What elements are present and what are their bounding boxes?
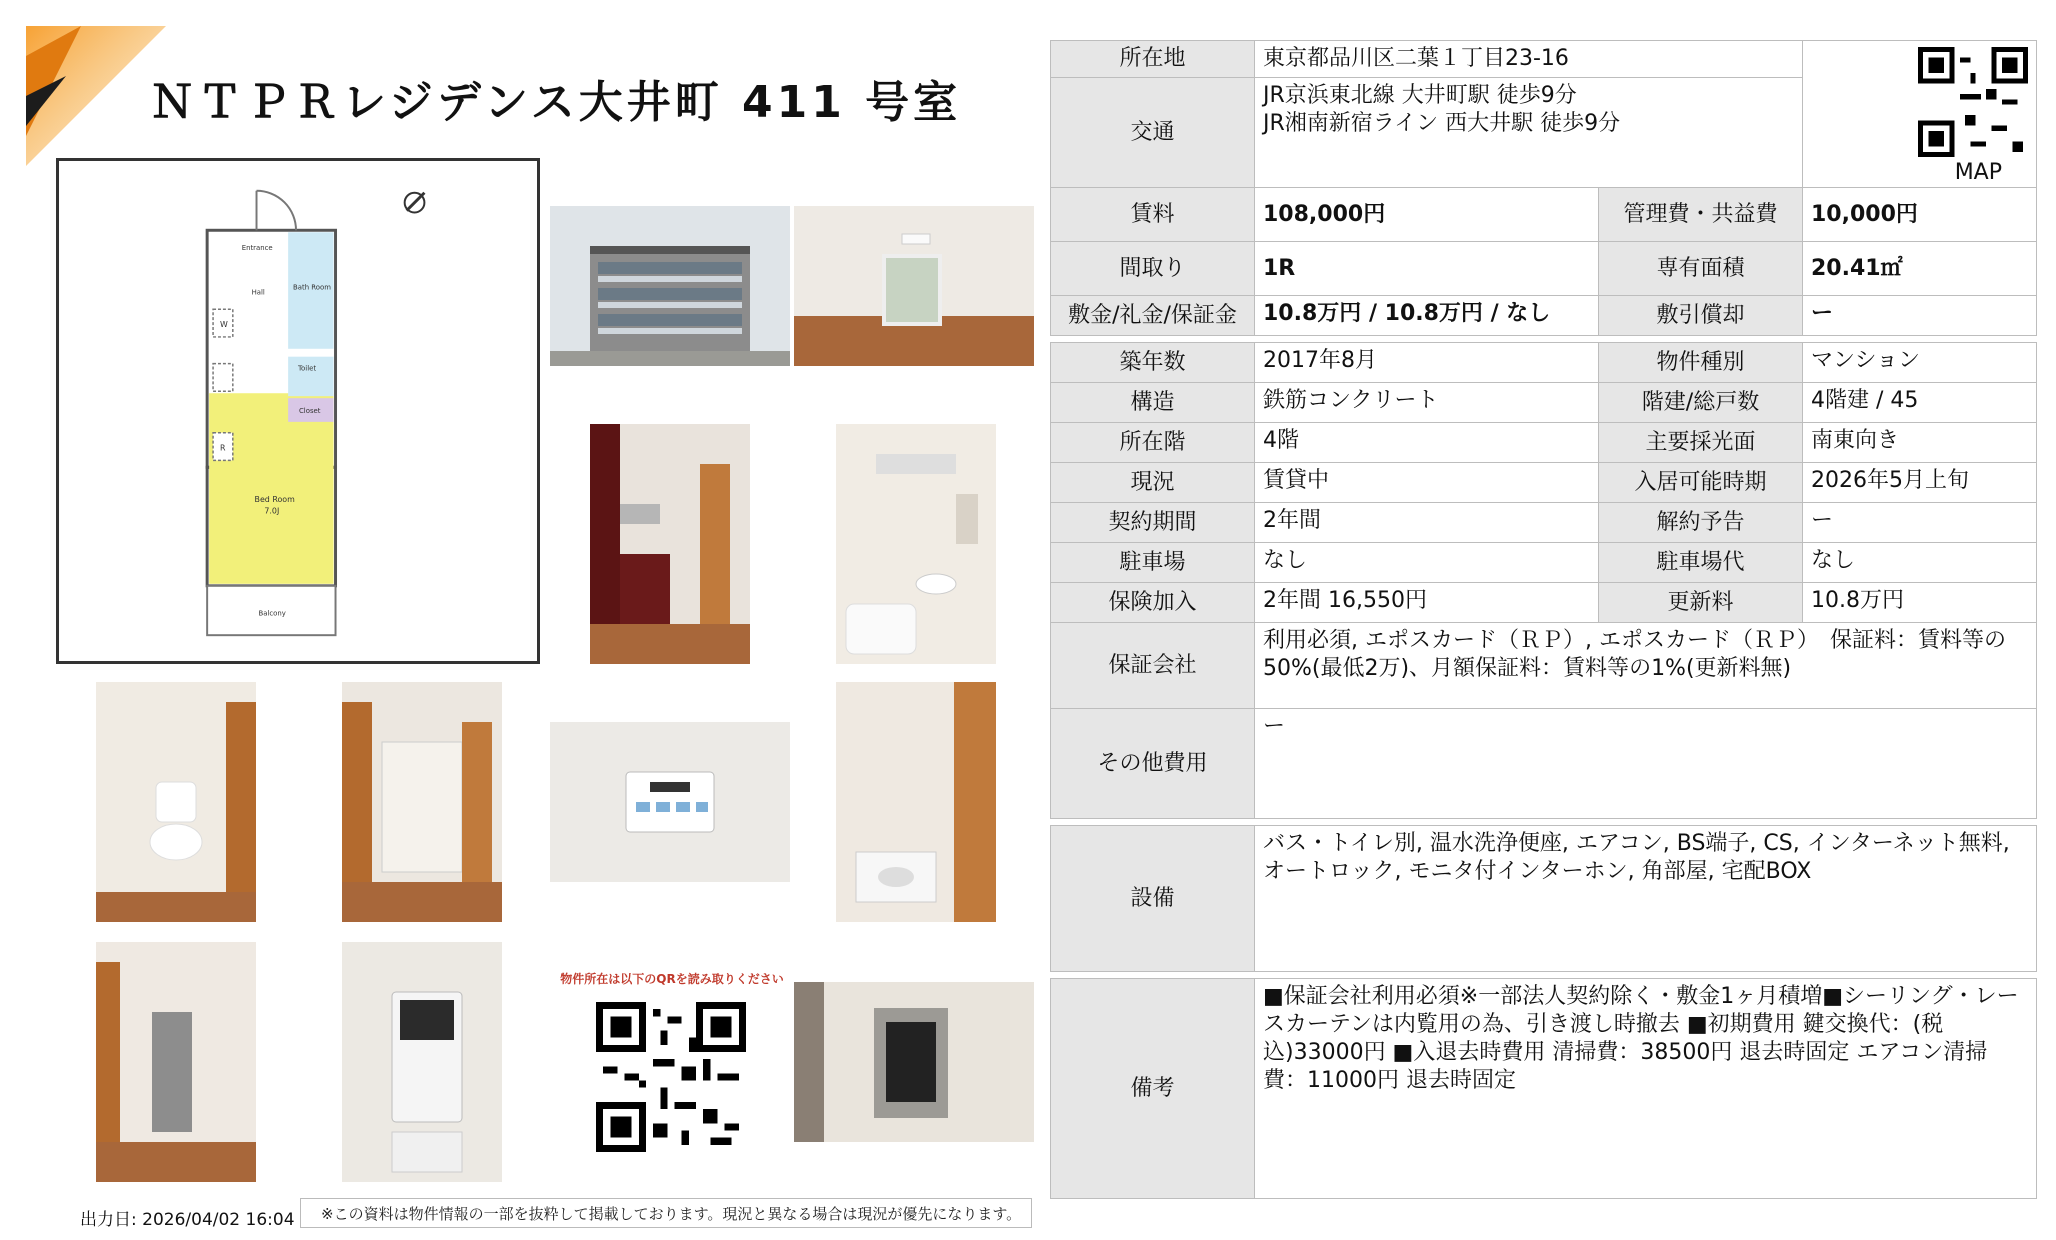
status-label: 現況 <box>1051 463 1255 503</box>
area-label: 専有面積 <box>1599 242 1803 296</box>
map-qr-code[interactable] <box>1918 47 2028 157</box>
other-fees-value: ー <box>1255 709 2037 819</box>
amortization-value: ー <box>1803 296 2037 336</box>
guarantor-label: 保証会社 <box>1051 623 1255 709</box>
equipment-value: バス・トイレ別, 温水洗浄便座, エアコン, BS端子, CS, インターネット無料, オートロック, モニタ付インターホン, 角部屋, 宅配BOX <box>1255 826 2037 972</box>
map-qr-cell[interactable] <box>1803 41 2037 188</box>
insurance-value: 2年間 16,550円 <box>1255 583 1599 623</box>
label-balcony: Balcony <box>258 609 286 618</box>
label-w: W <box>219 320 228 330</box>
floor-value: 4階 <box>1255 423 1599 463</box>
label-bath: Bath Room <box>293 283 331 292</box>
label-toilet: Toilet <box>298 364 317 373</box>
closet-photo <box>342 682 502 922</box>
equipment-label: 設備 <box>1051 826 1255 972</box>
entrance-photo <box>96 942 256 1182</box>
exterior-photo <box>550 206 790 366</box>
deposit-label: 敷金/礼金/保証金 <box>1051 296 1255 336</box>
brand-logo <box>26 26 166 166</box>
page-title: ＮＴＰＲレジデンス大井町 411 号室 <box>150 77 962 128</box>
renewal-label: 更新料 <box>1599 583 1803 623</box>
parking-value: なし <box>1255 543 1599 583</box>
mgmt-fee-label: 管理費・共益費 <box>1599 188 1803 242</box>
map-label: MAP <box>1954 160 2002 185</box>
light-value: 南東向き <box>1803 423 2037 463</box>
layout-label: 間取り <box>1051 242 1255 296</box>
output-date: 出力日: 2026/04/02 16:04 <box>80 1210 295 1230</box>
floor-plan <box>56 158 540 664</box>
structure-label: 構造 <box>1051 383 1255 423</box>
intercom-monitor-photo <box>342 942 502 1182</box>
floors-label: 階建/総戸数 <box>1599 383 1803 423</box>
floor-label: 所在階 <box>1051 423 1255 463</box>
layout-value: 1R <box>1255 242 1599 296</box>
address-label: 所在地 <box>1051 41 1255 78</box>
location-qr-code[interactable] <box>596 1002 746 1152</box>
movein-value: 2026年5月上旬 <box>1803 463 2037 503</box>
notes-label: 備考 <box>1051 979 1255 1199</box>
cancel-notice-label: 解約予告 <box>1599 503 1803 543</box>
built-label: 築年数 <box>1051 343 1255 383</box>
structure-value: 鉄筋コンクリート <box>1255 383 1599 423</box>
parking-fee-value: なし <box>1803 543 2037 583</box>
room-photo <box>794 206 1034 366</box>
label-hall: Hall <box>251 288 265 297</box>
other-fees-label: その他費用 <box>1051 709 1255 819</box>
floors-value: 4階建 / 45 <box>1803 383 2037 423</box>
parking-fee-label: 駐車場代 <box>1599 543 1803 583</box>
transport-label: 交通 <box>1051 78 1255 188</box>
washer-space-photo <box>836 682 996 922</box>
autolock-panel-photo <box>794 982 1034 1142</box>
cancel-notice-value: ー <box>1803 503 2037 543</box>
renewal-value: 10.8万円 <box>1803 583 2037 623</box>
area-value: 20.41㎡ <box>1803 242 2037 296</box>
transport-value <box>1255 78 1803 188</box>
label-r: R <box>219 443 226 453</box>
address-value: 東京都品川区二葉１丁目23-16 <box>1255 41 1803 78</box>
toilet-photo <box>96 682 256 922</box>
label-entrance: Entrance <box>241 244 273 253</box>
insurance-label: 保険加入 <box>1051 583 1255 623</box>
label-bedroom: Bed Room <box>254 494 295 504</box>
amortization-label: 敷引償却 <box>1599 296 1803 336</box>
deposit-value: 10.8万円 / 10.8万円 / なし <box>1255 296 1599 336</box>
light-label: 主要採光面 <box>1599 423 1803 463</box>
rent-value: 108,000円 <box>1255 188 1599 242</box>
type-label: 物件種別 <box>1599 343 1803 383</box>
status-value: 賃貸中 <box>1255 463 1599 503</box>
built-value: 2017年8月 <box>1255 343 1599 383</box>
mgmt-fee-value: 10,000円 <box>1803 188 2037 242</box>
label-size: 7.0J <box>264 506 280 516</box>
kitchen-photo <box>590 424 750 664</box>
disclaimer-note: ※この資料は物件情報の一部を抜粋して掲載しております。現況と異なる場合は現況が優先になります。 <box>300 1198 1032 1228</box>
floor-plan-drawing <box>59 161 537 661</box>
type-value: マンション <box>1803 343 2037 383</box>
movein-label: 入居可能時期 <box>1599 463 1803 503</box>
transport-line-2: JR湘南新宿ライン 西大井駅 徒歩9分 <box>1263 111 1621 136</box>
guarantor-value: 利用必須, エポスカード（ＲＰ）, エポスカード（ＲＰ） 保証料：賃料等の50%(最低2万)、月額保証料：賃料等の1%(更新料無) <box>1255 623 2037 709</box>
property-details <box>1050 40 2036 1226</box>
transport-line-1: JR京浜東北線 大井町駅 徒歩9分 <box>1263 83 1577 108</box>
label-closet: Closet <box>298 406 321 415</box>
bath-controller-photo <box>550 722 790 882</box>
term-label: 契約期間 <box>1051 503 1255 543</box>
bathroom-photo <box>836 424 996 664</box>
rent-label: 賃料 <box>1051 188 1255 242</box>
notes-value: ■保証会社利用必須※一部法人契約除く・敷金1ヶ月積増■シーリング・レースカーテンは内覧用の為、引き渡し時撤去 ■初期費用 鍵交換代：(税込)33000円 ■入退去時費用 清掃費：38500円 退去時固定 エアコン清掃費：11000円 退去時固定 <box>1255 979 2037 1199</box>
qr-caption: 物件所在は以下のQRを読み取りください <box>560 972 784 986</box>
parking-label: 駐車場 <box>1051 543 1255 583</box>
term-value: 2年間 <box>1255 503 1599 543</box>
